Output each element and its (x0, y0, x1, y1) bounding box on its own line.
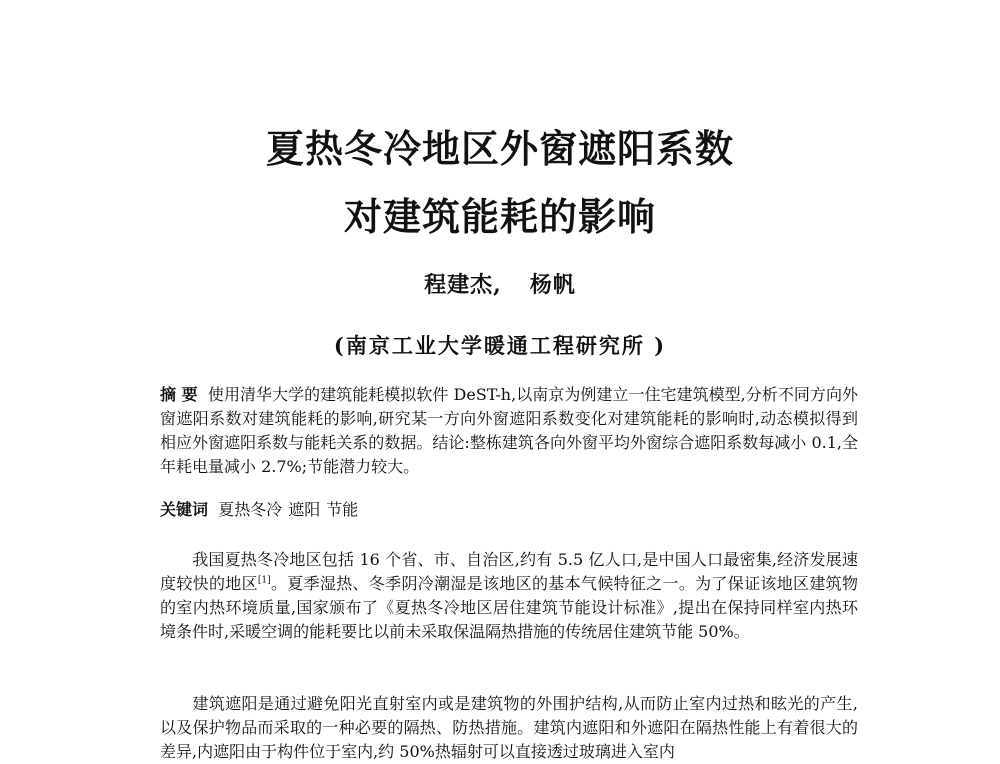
keyword: 夏热冬冷 (218, 500, 283, 519)
paragraph-text: 。夏季湿热、冬季阴冷潮湿是该地区的基本气候特征之一。为了保证该地区建筑物的室内热环境质量,国家颁布了《夏热冬冷地区居住建筑节能设计标准》,提出在保持同样室内热环境条件时,采暖空调的能耗要比以前未采取保温隔热措施的传统居住建筑节能 50%。 (160, 574, 858, 641)
keyword: 遮阳 (288, 500, 321, 519)
affiliation: (南京工业大学暖通工程研究所 ) (333, 333, 667, 358)
author-name: 杨帆 (529, 272, 576, 298)
paper-title-line-1: 夏热冬冷地区外窗遮阳系数 (265, 127, 734, 171)
paragraph-text: 我国夏热冬冷地区包括 16 个省、市、自治区,约有 5.5 亿人口,是中国人口最密集,经济发展速度较快的地区 (160, 550, 858, 593)
keywords-label: 关键词 (160, 500, 209, 519)
body-paragraph-1 (160, 548, 858, 644)
abstract-text: 使用清华大学的建筑能耗模拟软件 DeST-h,以南京为例建立一住宅建筑模型,分析不同方向外窗遮阳系数对建筑能耗的影响,研究某一方向外窗遮阳系数变化对建筑能耗的影响时,动态模拟得到相应外窗遮阳系数与能耗关系的数据。结论:整栋建筑各向外窗平均外窗综合遮阳系数每减小 0.1,全年耗电量减小 2.7%;节能潜力较大。 (160, 385, 859, 476)
abstract-label: 摘 要 (160, 385, 198, 404)
paper-title-line-2: 对建筑能耗的影响 (343, 195, 656, 239)
author-name: 程建杰, (424, 272, 502, 298)
keyword: 节能 (326, 500, 359, 519)
author-list (0, 268, 1000, 299)
body-paragraph-2 (160, 692, 858, 764)
citation-ref: [1] (257, 575, 271, 586)
abstract (160, 383, 858, 479)
paragraph-text: 建筑遮阳是通过避免阳光直射室内或是建筑物的外围护结构,从而防止室内过热和眩光的产生,以及保护物品而采取的一种必要的隔热、防热措施。建筑内遮阳和外遮阳在隔热性能上有着很大的差异,内遮阳由于构件位于室内,约 50%热辐射可以直接透过玻璃进入室内 (160, 694, 858, 761)
keywords (160, 498, 858, 522)
